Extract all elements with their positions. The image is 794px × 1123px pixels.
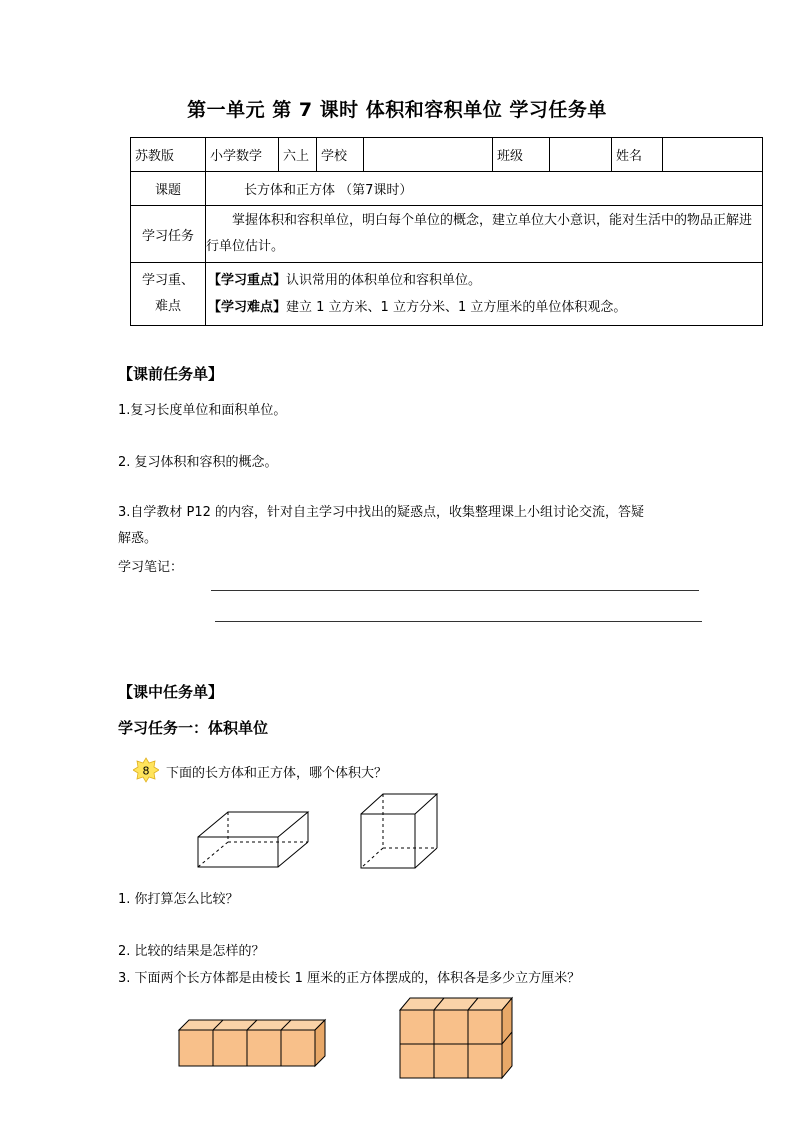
- difficulty-tag: 【学习难点】: [208, 300, 287, 315]
- cube-figure: [355, 790, 445, 870]
- difficulty-text: 建立 1 立方米、1 立方分米、1 立方厘米的单位体积观念。: [286, 300, 627, 315]
- class-label: 班级: [493, 138, 550, 172]
- class-value-field[interactable]: [550, 138, 612, 172]
- pre-item-3-line1: 3.自学教材 P12 的内容，针对自主学习中找出的疑惑点，收集整理课上小组讨论交流，答疑: [118, 505, 645, 520]
- page-title: 第一单元 第 7 课时 体积和容积单位 学习任务单: [187, 99, 607, 121]
- question-1: 1. 你打算怎么比较？: [118, 892, 239, 907]
- school-label: 学校: [317, 138, 364, 172]
- topic-value: 长方体和正方体 （第7课时）: [206, 172, 763, 206]
- school-value-field[interactable]: [364, 138, 493, 172]
- notes-label: 学习笔记：: [118, 560, 184, 575]
- example-number-badge: [133, 757, 159, 783]
- name-label: 姓名: [612, 138, 663, 172]
- question-3: 3. 下面两个长方体都是由棱长 1 厘米的正方体摆成的，体积各是多少立方厘米？: [118, 971, 581, 986]
- pre-class-heading: 【课前任务单】: [118, 365, 224, 383]
- pre-item-2: 2. 复习体积和容积的概念。: [118, 455, 278, 470]
- example-question: 下面的长方体和正方体，哪个体积大？: [166, 766, 388, 781]
- topic-label: 课题: [131, 172, 206, 206]
- cuboid-figure: [190, 805, 315, 871]
- cube-row-figure: [175, 1016, 330, 1068]
- task-label: 学习任务: [131, 206, 206, 263]
- in-class-heading: 【课中任务单】: [118, 683, 224, 701]
- task1-heading: 学习任务一：体积单位: [118, 719, 269, 737]
- badge-number: 8: [142, 764, 150, 778]
- key-label-line2: 难点: [154, 299, 181, 314]
- question-2: 2. 比较的结果是怎样的？: [118, 944, 265, 959]
- key-point-tag: 【学习重点】: [208, 273, 287, 288]
- info-table: [130, 137, 763, 326]
- key-label-line1: 学习重、: [141, 273, 194, 288]
- cube-block-figure: [396, 994, 518, 1082]
- notes-line-1[interactable]: [211, 590, 699, 591]
- publisher-cell: 苏教版: [131, 138, 206, 172]
- name-value-field[interactable]: [663, 138, 763, 172]
- pre-item-3-line2: 解惑。: [118, 531, 158, 546]
- task-value: 掌握体积和容积单位，明白每个单位的概念，建立单位大小意识，能对生活中的物品正解进行单位估计。: [206, 206, 763, 263]
- pre-item-1: 1.复习长度单位和面积单位。: [118, 403, 287, 418]
- grade-cell: 六上: [279, 138, 317, 172]
- notes-line-2[interactable]: [215, 621, 702, 622]
- key-point-text: 认识常用的体积单位和容积单位。: [286, 273, 482, 288]
- subject-cell: 小学数学: [206, 138, 279, 172]
